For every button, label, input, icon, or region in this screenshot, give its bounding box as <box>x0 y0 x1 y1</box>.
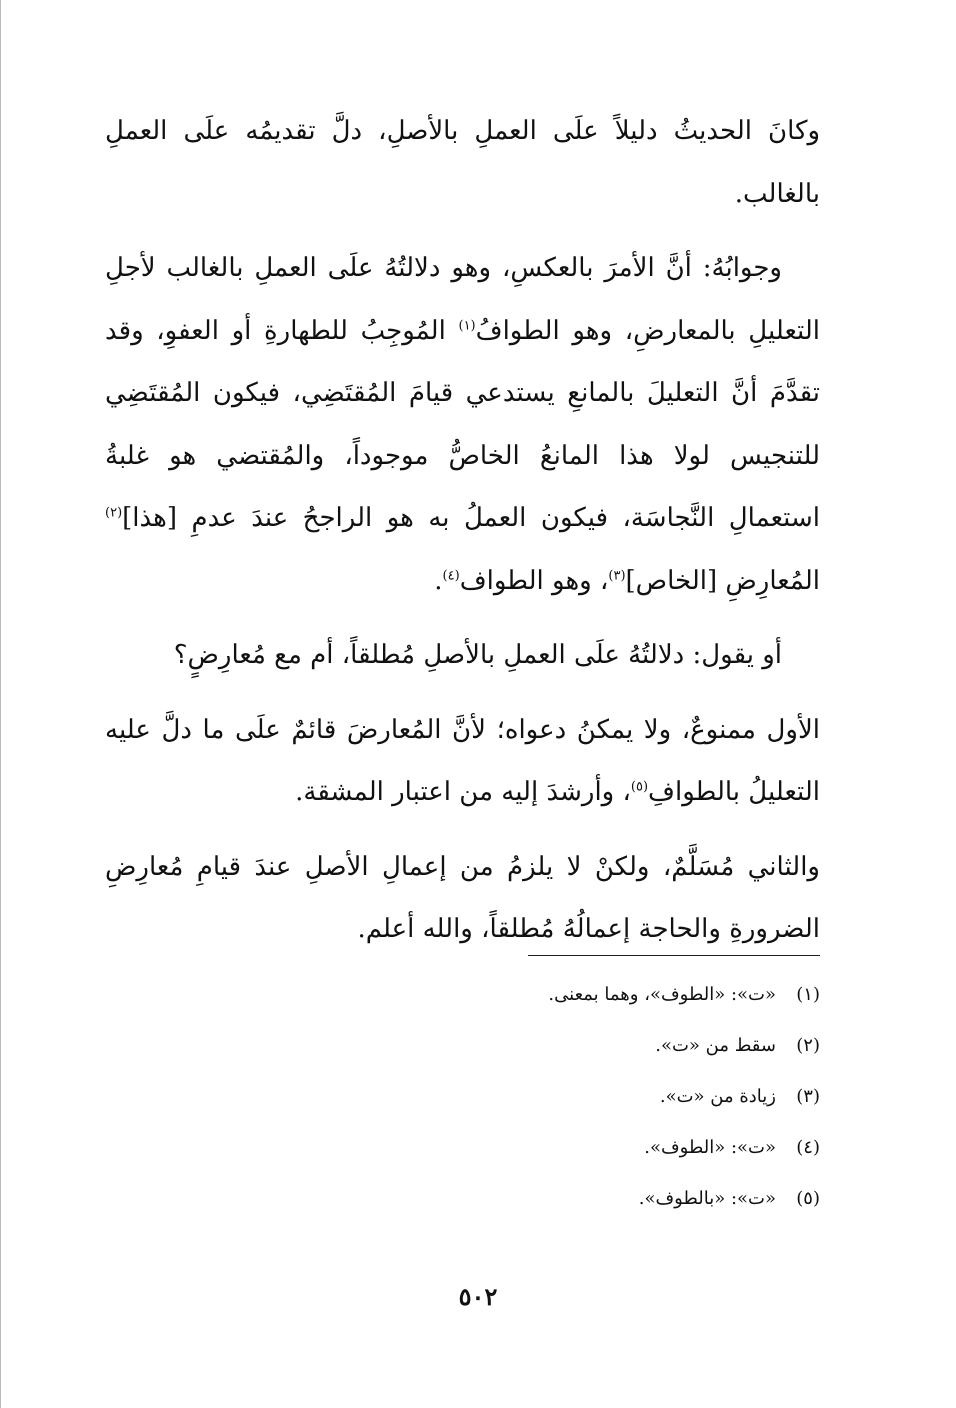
footnote-item <box>300 1177 820 1228</box>
footnote-number: (٣) <box>796 1086 820 1107</box>
footnote-text: «ت»: «بالطوف». <box>638 1188 776 1209</box>
paragraph-text: وكانَ الحديثُ دليلاً علَى العملِ بالأصلِ، دلَّ تقديمُه علَى العملِ بالغالب. <box>105 116 820 209</box>
footnote-reference: (١) <box>458 317 476 333</box>
paragraph-text: وجوابُهُ: أنَّ الأمرَ بالعكسِ، وهو دلالتُهُ علَى العملِ بالغالب لأجلِ التعليلِ بالمعارضِ، وهو الطوافُ <box>105 253 820 346</box>
paragraph-text: والثاني مُسَلَّمٌ، ولكنْ لا يلزمُ من إعمالِ الأصلِ عندَ قيامِ مُعارِضِ الضرورةِ والحاجة إعمالُهُ مُطلقاً، والله أعلم. <box>105 851 820 944</box>
paragraph-text: الأول ممنوعٌ، ولا يمكنُ دعواه؛ لأنَّ المُعارضَ قائمٌ علَى ما دلَّ عليه التعليلُ بالطوافِ <box>105 714 820 807</box>
paragraph-text: ، وأرشدَ إليه من اعتبار المشقة. <box>295 777 631 807</box>
footnote-item <box>300 973 820 1024</box>
page-number: ٥٠٢ <box>458 1282 498 1311</box>
footnote-number: (٢) <box>796 1035 820 1056</box>
paragraph <box>105 836 820 961</box>
footnote-separator <box>528 955 820 956</box>
paragraph-text: أو يقول: دلالتُهُ علَى العملِ بالأصلِ مُطلقاً، أم مع مُعارِضٍ؟ <box>173 640 782 670</box>
paragraph-text: . <box>434 565 443 596</box>
footnote-text: زيادة من «ت». <box>659 1086 776 1107</box>
footnotes-list <box>300 973 820 1228</box>
footnote-number: (٤) <box>796 1137 820 1158</box>
footnote-reference: (٤) <box>442 567 460 583</box>
footnote-item <box>300 1075 820 1126</box>
footnote-text: سقط من «ت». <box>655 1035 776 1056</box>
page-edge <box>0 0 1 1408</box>
footnote-number: (٥) <box>796 1188 820 1209</box>
footnote-item <box>300 1024 820 1075</box>
paragraph <box>105 100 820 225</box>
paragraph-text: المُوجِبُ للطهارةِ أو العفوِ، وقد تقدَّمَ أنَّ التعليلَ بالمانعِ يستدعي قيامَ المُقتَضِي، فيكون المُقتَضِي للتنجيس لولا هذا المانعُ الخاصُّ موجوداً، والمُقتضي هو غلبةُ استعمالِ النَّجاسَة، فيكون العملُ به هو الراجحُ عندَ عدمِ [هذا] <box>105 315 820 533</box>
body-text <box>105 100 820 961</box>
paragraph-text: المُعارِضِ [الخاص] <box>625 565 820 596</box>
footnote-reference: (٣) <box>608 567 626 583</box>
paragraph <box>105 699 820 824</box>
paragraph <box>105 624 820 687</box>
footnote-reference: (٢) <box>105 505 123 521</box>
footnote-item <box>300 1126 820 1177</box>
footnote-text: «ت»: «الطوف»، وهما بمعنى. <box>548 984 776 1005</box>
paragraph <box>105 237 820 612</box>
footnote-text: «ت»: «الطوف». <box>644 1137 776 1158</box>
footnote-number: (١) <box>796 984 820 1005</box>
footnote-reference: (٥) <box>630 779 649 795</box>
paragraph-text: ، وهو الطواف <box>459 565 609 596</box>
